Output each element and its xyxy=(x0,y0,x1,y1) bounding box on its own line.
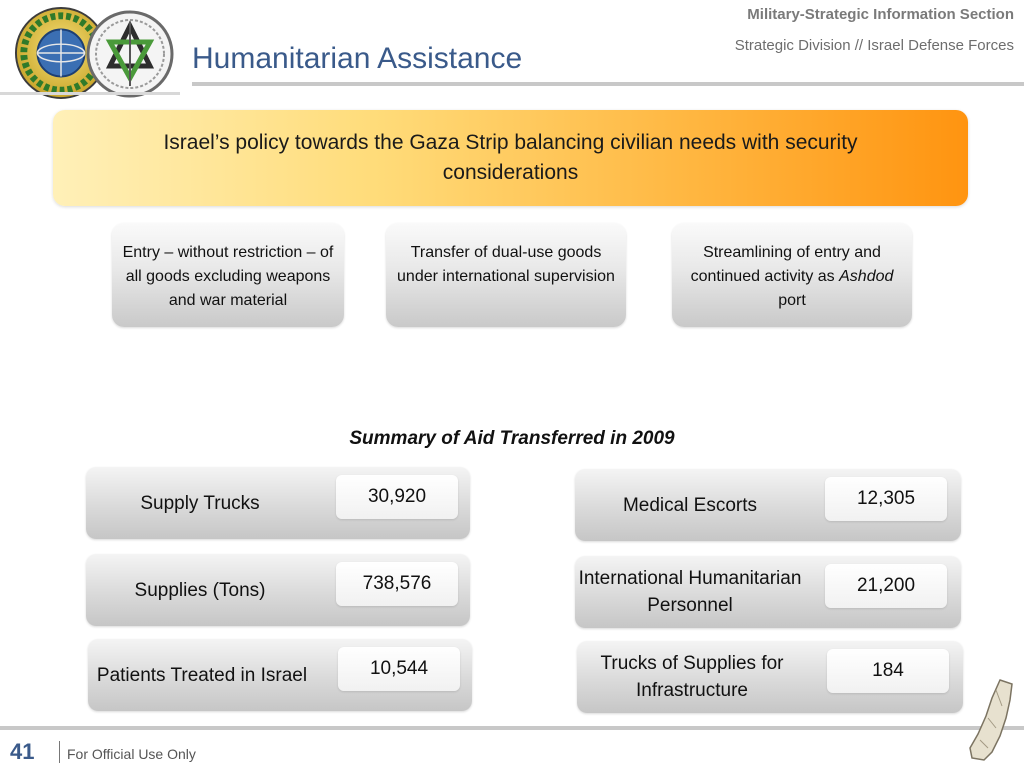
stat-value: 738,576 xyxy=(336,562,458,606)
stat-label: Supply Trucks xyxy=(140,492,260,514)
stat-value: 10,544 xyxy=(338,647,460,691)
stat-row-patients-treated xyxy=(88,639,472,711)
footer-note: For Official Use Only xyxy=(67,746,196,762)
stat-label: Medical Escorts xyxy=(622,494,758,516)
header-section: Military-Strategic Information Section xyxy=(747,6,1014,23)
stat-value: 184 xyxy=(827,649,949,693)
principle-text-tail: port xyxy=(778,292,806,309)
footer-divider xyxy=(0,726,1024,730)
header-divider xyxy=(192,82,1024,86)
stat-label: Patients Treated in Israel xyxy=(96,664,308,686)
stat-row-humanitarian-personnel xyxy=(575,556,961,628)
stat-label: Trucks of Supplies for Infrastructure xyxy=(600,653,784,701)
stat-row-medical-escorts xyxy=(575,469,961,541)
stat-label: Supplies (Tons) xyxy=(134,579,266,601)
stat-value: 30,920 xyxy=(336,475,458,519)
principle-text: Entry – without restriction – of all goods excluding weapons and war material xyxy=(122,244,334,309)
page-number: 41 xyxy=(10,739,35,764)
principle-box xyxy=(112,223,344,327)
star-sword-emblem-icon xyxy=(84,8,174,100)
stat-value: 12,305 xyxy=(825,477,947,521)
principle-text-port-name: Ashdod xyxy=(839,268,894,285)
principle-box xyxy=(672,223,912,327)
stat-row-supply-trucks xyxy=(86,467,470,539)
stat-value: 21,200 xyxy=(825,564,947,608)
header-division: Strategic Division // Israel Defense Forces xyxy=(734,37,1014,54)
principle-text-lead: Streamlining of entry and continued activity as xyxy=(690,244,881,285)
gaza-strip-map-icon xyxy=(966,678,1016,762)
summary-title: Summary of Aid Transferred in 2009 xyxy=(349,428,675,449)
stat-row-supplies-tons xyxy=(86,554,470,626)
principle-text: Transfer of dual-use goods under international supervision xyxy=(397,244,615,285)
header-divider-left xyxy=(0,92,180,95)
policy-banner xyxy=(53,110,968,206)
stat-label: International Humanitarian Personnel xyxy=(578,568,802,616)
footer-separator xyxy=(59,741,60,763)
principle-box xyxy=(386,223,626,327)
stat-row-infrastructure-trucks xyxy=(577,641,963,713)
page-title: Humanitarian Assistance xyxy=(192,42,523,75)
principle-text xyxy=(679,241,905,313)
policy-text: Israel’s policy towards the Gaza Strip balancing civilian needs with security considerations xyxy=(163,131,858,184)
